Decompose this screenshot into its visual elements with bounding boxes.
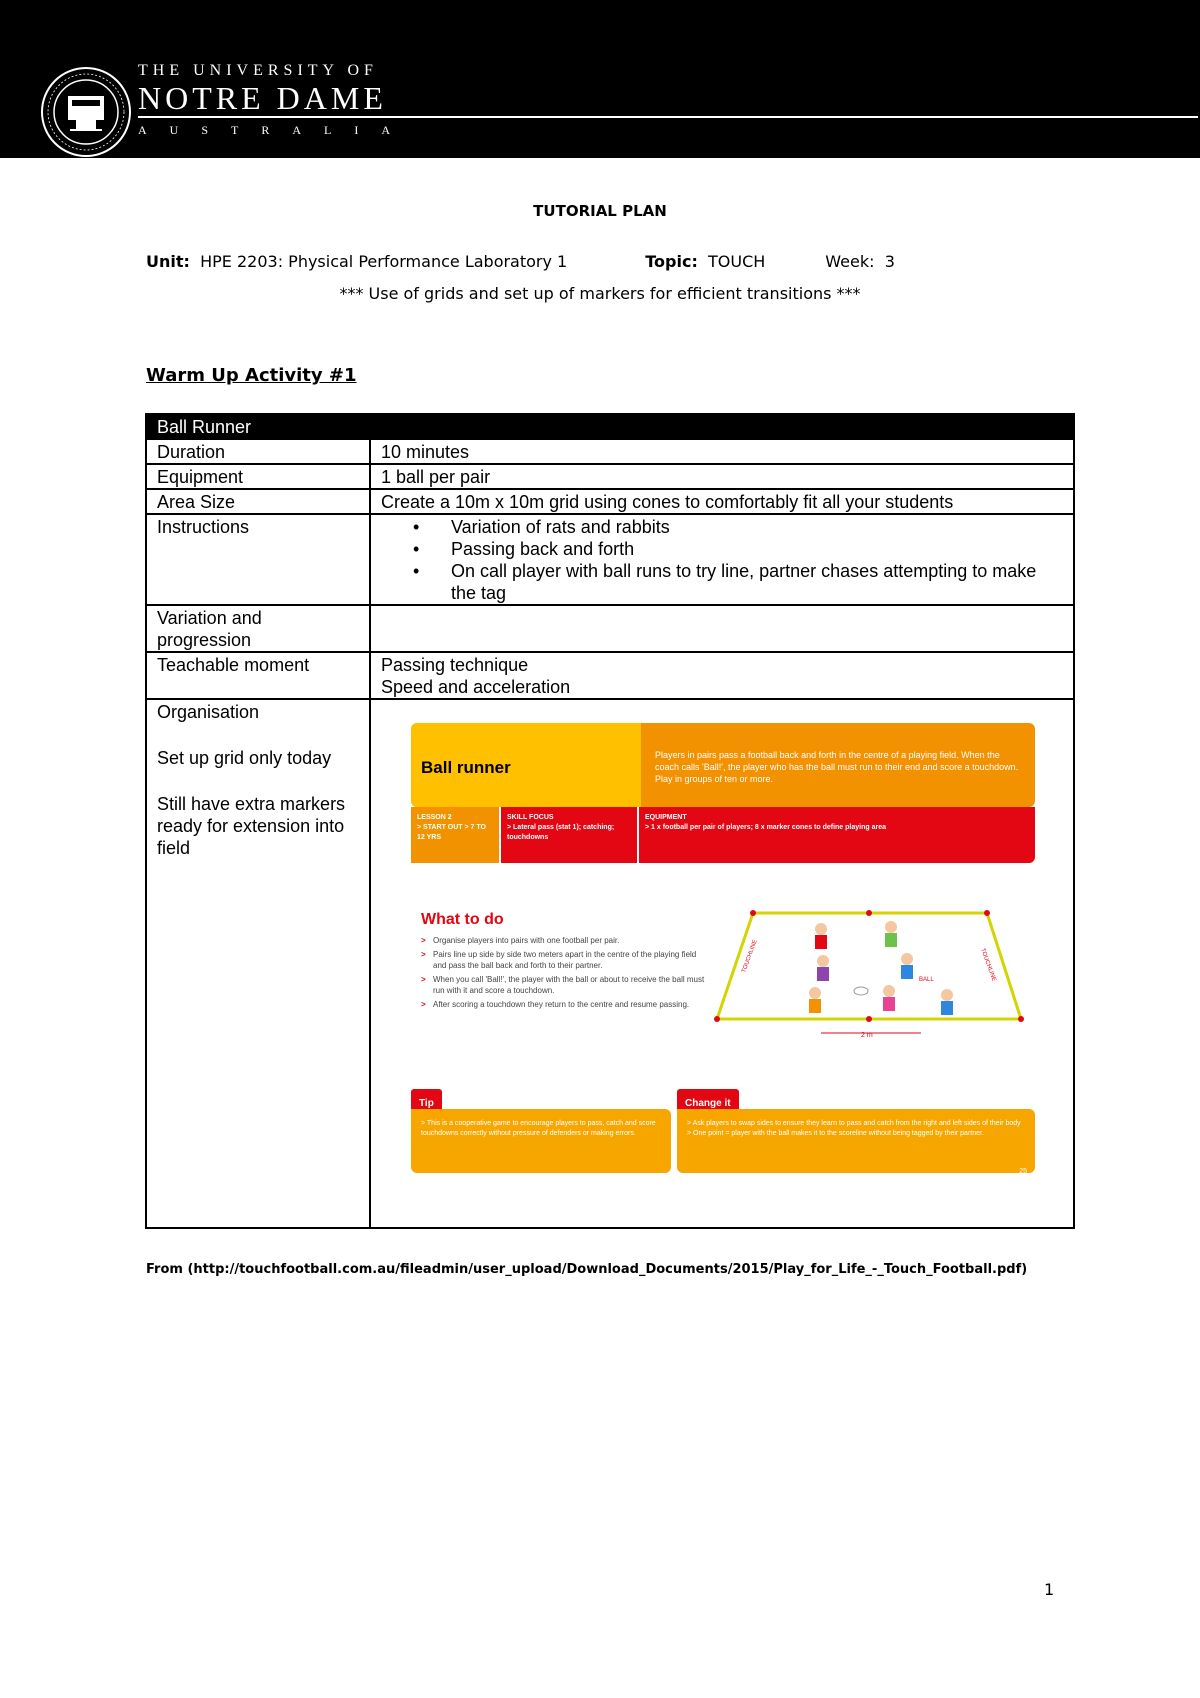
tip-box: > This is a cooperative game to encourage players to pass, catch and score touchdowns correctly without pressure of defenders or making errors. [411, 1109, 671, 1173]
equipment-bar [639, 807, 1035, 863]
skill-label: SKILL FOCUS [507, 814, 554, 821]
table-row [146, 699, 1074, 1228]
row-label: Variation and progression [146, 605, 370, 652]
row-label: Equipment [146, 464, 370, 489]
topic-label: Topic: [645, 252, 698, 271]
table-row [146, 439, 1074, 464]
unit-value: HPE 2203: Physical Performance Laboratory 1 [200, 252, 568, 271]
graphic-description: Players in pairs pass a football back and forth in the centre of a playing field. When the coach calls 'Ball!', the player who has the ball must run to their end and score a touchdown. Play in groups of ten or more. [655, 750, 1019, 784]
list-item: • On call player with ball runs to try line, partner chases attempting to make the tag [381, 560, 1063, 604]
activity-name: Ball Runner [146, 414, 1074, 439]
unit-label: Unit: [146, 252, 190, 271]
table-row [146, 464, 1074, 489]
equipment-text: > 1 x football per pair of players; 8 x marker cones to define playing area [645, 824, 887, 831]
list-item: > After scoring a touchdown they return to the centre and resume passing. [421, 999, 711, 1010]
row-value: Create a 10m x 10m grid using cones to comfortably fit all your students [370, 489, 1074, 514]
playing-field-diagram [711, 903, 1027, 1043]
week-value: 3 [884, 252, 895, 271]
page-number: 1 [1044, 1580, 1055, 1599]
university-name-line2: NOTRE DAME [138, 80, 387, 116]
field-label-left: TOUCHLINE [741, 939, 759, 974]
university-name-line3: AUSTRALIA [138, 123, 413, 137]
field-label-right: TOUCHLINE [979, 947, 997, 983]
list-item: > When you call 'Ball!', the player with the ball or about to receive the ball must run with it and score a touchdown. [421, 974, 711, 996]
lesson-label: LESSON 2 [417, 814, 452, 821]
university-seal-icon [40, 66, 132, 158]
field-distance-label: 2 m [861, 1032, 873, 1039]
ball-runner-graphic [411, 723, 1035, 1203]
row-label: Area Size [146, 489, 370, 514]
banner-divider [138, 116, 1198, 118]
page-title: TUTORIAL PLAN [533, 202, 667, 220]
row-value [370, 652, 1074, 699]
field-ball-label: BALL [919, 977, 934, 983]
list-item: • Passing back and forth [381, 538, 1063, 560]
instructions-list [381, 516, 1063, 604]
organisation-graphic-cell [370, 699, 1074, 1228]
university-banner [0, 0, 1200, 158]
row-value: 1 ball per pair [370, 464, 1074, 489]
table-row [146, 605, 1074, 652]
transition-note: *** Use of grids and set up of markers for efficient transitions *** [339, 284, 861, 303]
row-label: Teachable moment [146, 652, 370, 699]
row-label: Instructions [146, 514, 370, 605]
skill-bar [501, 807, 637, 863]
table-row [146, 489, 1074, 514]
teachable-item: Passing technique [381, 655, 529, 675]
university-name-line1: THE UNIVERSITY OF [138, 62, 378, 79]
what-to-do-list [421, 935, 711, 1013]
equipment-label: EQUIPMENT [645, 814, 687, 821]
change-it-tab: Change it [677, 1089, 739, 1109]
organisation-cell [146, 699, 370, 1228]
row-value: 10 minutes [370, 439, 1074, 464]
teachable-item: Speed and acceleration [381, 677, 571, 697]
what-to-do-title: What to do [421, 911, 504, 928]
lesson-bar [411, 807, 499, 863]
change-it-box: > Ask players to swap sides to ensure they learn to pass and catch from the right and left sides of their body > One point = player with the ball makes it to the scoreline without being tagged by their partner. [677, 1109, 1035, 1173]
graphic-title-card [411, 723, 1035, 807]
table-row [146, 514, 1074, 605]
skill-text: > Lateral pass (stat 1); catching; touchdowns [507, 824, 615, 841]
instructions-cell [370, 514, 1074, 605]
organisation-note: Still have extra markers ready for extension into field [157, 794, 346, 858]
source-citation: From (http://touchfootball.com.au/fileadmin/user_upload/Download_Documents/2015/Play_for_Life_-_Touch_Football.pdf) [146, 1262, 1028, 1277]
organisation-note: Set up grid only today [157, 748, 332, 768]
lesson-lines: > START OUT > 7 TO 12 YRS [417, 824, 486, 841]
activity-table [145, 413, 1075, 1229]
graphic-page-number: 25 [1019, 1168, 1027, 1175]
table-row [146, 652, 1074, 699]
tip-tab: Tip [411, 1089, 442, 1109]
row-value-empty [370, 605, 1074, 652]
unit-line [146, 252, 895, 271]
list-item: > Organise players into pairs with one football per pair. [421, 935, 711, 946]
list-item: • Variation of rats and rabbits [381, 516, 1063, 538]
row-label: Duration [146, 439, 370, 464]
list-item: > Pairs line up side by side two meters apart in the centre of the playing field and pass the ball back and forth to their partner. [421, 949, 711, 971]
graphic-title: Ball runner [421, 758, 511, 777]
week-label: Week: [825, 252, 875, 271]
row-label: Organisation [157, 702, 260, 722]
topic-value: TOUCH [708, 252, 766, 271]
section-heading: Warm Up Activity #1 [146, 365, 357, 386]
table-header-row [146, 414, 1074, 439]
